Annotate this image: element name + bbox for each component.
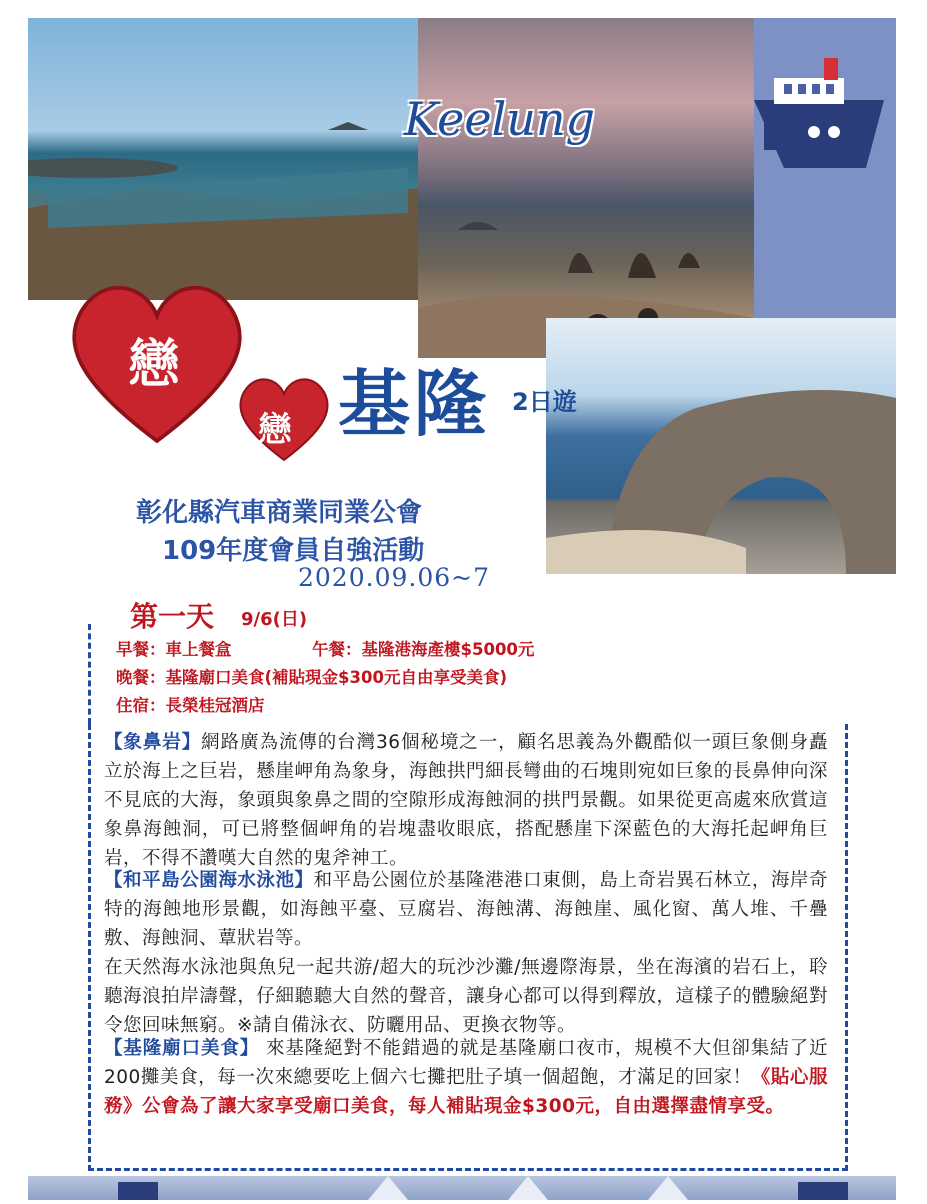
lodging-item: 住宿：長榮桂冠酒店 [116, 696, 265, 715]
harbor-footer-decoration [28, 1176, 896, 1200]
event-name: 109年度會員自強活動 [162, 536, 425, 566]
keelung-script-title: Keelung [404, 92, 595, 146]
tidal-pool-photo [28, 18, 418, 300]
sea-arch-illustration [546, 318, 896, 574]
rock-formation-illustration [418, 18, 754, 358]
tidal-pool-illustration [28, 18, 418, 300]
organizer-name: 彰化縣汽車商業同業公會 [136, 498, 423, 528]
dinner-item: 晚餐：基隆廟口美食(補貼現金$300元自由享受美食) [116, 668, 508, 687]
ship-decoration-panel [754, 18, 896, 318]
rock-formation-photo [418, 18, 754, 358]
section-body: 來基隆絕對不能錯過的就是基隆廟口夜市，規模不大但卻集結了近200攤美食，每一次來總要吃上個六七攤把肚子填一個超飽，才滿足的回家！ [104, 1038, 828, 1088]
section-body: 和平島公園位於基隆港港口東側，島上奇岩異石林立，海岸奇特的海蝕地形景觀，如海蝕平臺、豆腐岩、海蝕溝、海蝕崖、風化窗、萬人堆、千疊敷、海蝕洞、蕈狀岩等。 [104, 870, 828, 949]
section-elephant-rock [104, 728, 828, 873]
heart-character-big: 戀 [128, 334, 181, 395]
section-body-continued: 在天然海水泳池與魚兒一起共游/超大的玩沙沙灘/無邊際海景，坐在海濱的岩石上，聆聽海浪拍岸濤聲，仔細聽聽大自然的聲音，讓身心都可以得到釋放，這樣子的體驗絕對令您回味無窮。※請自備泳衣、防曬用品、更換衣物等。 [104, 957, 828, 1036]
section-heading: 【基隆廟口美食】 [104, 1038, 260, 1059]
service-highlight: 《貼心服務》公會為了讓大家享受廟口美食，每人補貼現金$300元，自由選擇盡情享受。 [104, 1067, 828, 1117]
lunch-item: 午餐：基隆港海產樓$5000元 [312, 640, 535, 659]
event-date: 2020.09.06~7 [298, 563, 490, 592]
city-title: 基隆 [338, 361, 491, 446]
section-heading: 【和平島公園海水泳池】 [104, 870, 314, 891]
section-heping-island [104, 866, 828, 1040]
heart-character-small: 戀 [258, 410, 292, 450]
meals-dashed-border [88, 624, 93, 724]
day-one-date: 9/6(日) [241, 609, 308, 630]
section-body: 網路廣為流傳的台灣36個秘境之一，顧名思義為外觀酷似一頭巨象側身矗立於海上之巨岩，懸崖岬角為象身，海蝕拱門細長彎曲的石塊則宛如巨象的長鼻伸向深不見底的大海，象頭與象鼻之間的空隙形成海蝕洞的拱門景觀。如果從更高處來欣賞這象鼻海蝕洞，可已將整個岬角的岩塊盡收眼底，搭配懸崖下深藍色的大海托起岬角巨岩，不得不讚嘆大自然的鬼斧神工。 [104, 732, 828, 869]
breakfast-item: 早餐：車上餐盒 [116, 640, 232, 659]
day-one-title: 第一天 [130, 600, 215, 633]
ship-icon [754, 18, 896, 318]
section-heading: 【象鼻岩】 [104, 732, 202, 753]
section-miaokou-food [104, 1034, 828, 1121]
trip-days-label: 2日遊 [512, 388, 577, 416]
elephant-trunk-rock-photo [546, 318, 896, 574]
sailboat-icon [28, 1176, 896, 1200]
